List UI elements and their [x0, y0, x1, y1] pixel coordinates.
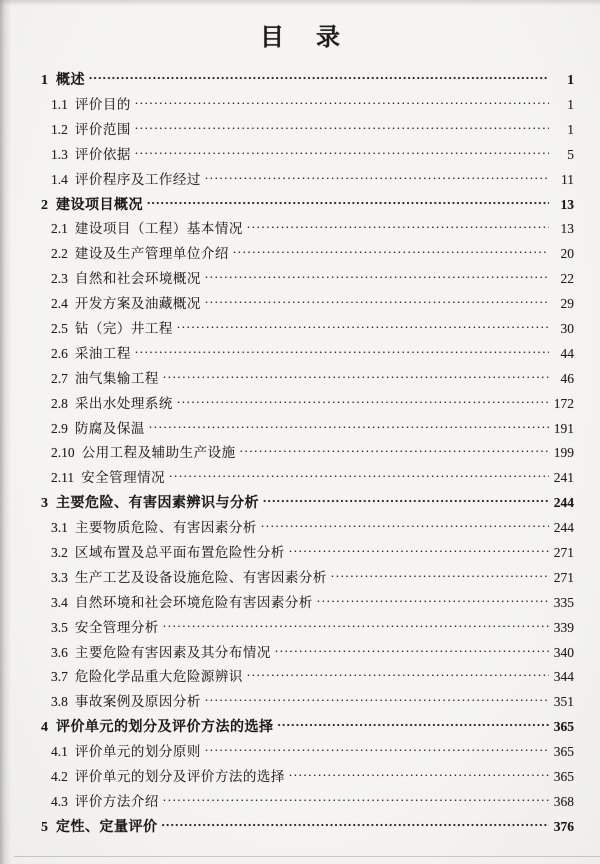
toc-entry-label: 评价程序及工作经过 — [74, 171, 201, 187]
toc-entry-page: 5 — [567, 146, 574, 162]
toc-entry-label: 采出水处理系统 — [74, 395, 173, 411]
toc-entry-number: 2.3 — [51, 271, 68, 287]
toc-entry-number: 2 — [41, 197, 48, 213]
scan-edge-line — [14, 856, 600, 857]
toc-entry-number: 3.8 — [51, 694, 68, 710]
toc-entry — [0, 541, 574, 566]
toc-entry-label: 油气集输工程 — [74, 370, 159, 386]
toc-entry-page: 172 — [553, 395, 574, 411]
toc-entry — [0, 591, 574, 616]
toc-entry-number: 3.3 — [51, 569, 68, 585]
toc-entry-number: 3.2 — [51, 545, 68, 560]
dot-leader — [162, 815, 550, 831]
toc-entry-label: 采油工程 — [74, 345, 131, 361]
toc-entry-number: 1.4 — [51, 171, 68, 187]
toc-entry-page: 1 — [567, 121, 574, 137]
toc-entry-page: 271 — [553, 545, 574, 560]
toc-entry — [0, 168, 574, 193]
toc-entry — [0, 118, 574, 143]
toc-entry — [0, 665, 574, 690]
toc-entry-number: 3.5 — [51, 619, 68, 635]
toc-entry-page: 1 — [567, 72, 574, 88]
dot-leader — [205, 690, 549, 706]
dot-leader — [177, 317, 549, 333]
toc-entry — [0, 342, 574, 367]
toc-entry-label: 评价依据 — [74, 146, 131, 162]
toc-entry — [0, 267, 574, 292]
toc-entry-label: 主要危险有害因素及其分布情况 — [74, 644, 271, 660]
toc-entry-label: 区域布置及总平面布置危险性分析 — [74, 545, 285, 560]
dot-leader — [89, 68, 549, 84]
toc-entry-number: 4.1 — [51, 744, 68, 760]
toc-entry-label: 开发方案及油藏概况 — [74, 296, 201, 312]
toc-entry — [0, 566, 574, 591]
toc-entry — [0, 242, 574, 267]
toc-entry-label: 评价单元的划分及评价方法的选择 — [56, 720, 274, 736]
dot-leader — [149, 417, 549, 433]
dot-leader — [177, 392, 549, 408]
toc-entry-page: 271 — [553, 569, 574, 585]
toc-entry-number: 2.8 — [51, 395, 68, 411]
toc-entry-label: 安全管理情况 — [81, 470, 166, 486]
toc-entry-label: 评价方法介绍 — [74, 793, 159, 809]
dot-leader — [163, 367, 549, 383]
toc-entry-page: 351 — [553, 694, 574, 710]
toc-entry-label: 主要物质危险、有害因素分析 — [74, 520, 257, 536]
toc-entry-number: 2.11 — [51, 470, 75, 486]
toc-entry-page: 365 — [553, 744, 574, 760]
toc-entry-page: 340 — [553, 644, 574, 660]
toc-entry-number: 1 — [41, 73, 48, 89]
toc-entry-label: 概述 — [56, 73, 85, 89]
dot-leader — [261, 516, 549, 532]
toc-entry-number: 4.3 — [51, 793, 68, 809]
toc-entry — [0, 317, 574, 342]
dot-leader — [289, 541, 549, 557]
dot-leader — [205, 267, 549, 283]
toc-entry — [0, 765, 574, 790]
toc-entry-number: 1.2 — [51, 121, 68, 137]
toc-entry — [0, 466, 574, 491]
toc-entry — [0, 193, 574, 218]
toc-entry-label: 评价目的 — [74, 96, 131, 112]
dot-leader — [205, 168, 549, 184]
toc-entry — [0, 367, 574, 392]
dot-leader — [135, 118, 549, 134]
dot-leader — [135, 143, 549, 159]
toc-entry — [0, 491, 574, 516]
toc-entry-number: 4 — [41, 720, 48, 736]
toc-entry — [0, 740, 574, 765]
dot-leader — [233, 242, 549, 258]
toc-entry-page: 46 — [560, 370, 574, 386]
toc-entry-number: 2.6 — [51, 345, 68, 361]
toc-entry-page: 335 — [553, 594, 574, 610]
dot-leader — [147, 193, 549, 209]
toc-entry — [0, 441, 574, 466]
page-title: 目 录 — [260, 25, 353, 51]
toc-entry — [0, 143, 574, 168]
toc-entry-label: 事故案例及原因分析 — [74, 694, 201, 710]
toc-entry — [0, 217, 574, 242]
toc-entry-label: 建设项目（工程）基本情况 — [74, 221, 243, 237]
toc-entry-label: 主要危险、有害因素辨识与分析 — [56, 496, 259, 512]
toc-entry-number: 3 — [41, 496, 48, 512]
toc-entry-page: 191 — [553, 420, 574, 436]
dot-leader — [263, 491, 549, 507]
toc-entry-label: 安全管理分析 — [74, 619, 159, 635]
toc-entry-label: 危险化学品重大危险源辨识 — [74, 669, 243, 685]
dot-leader — [135, 93, 549, 109]
dot-leader — [205, 740, 549, 756]
toc-entry-page: 199 — [553, 445, 574, 461]
toc-entry — [0, 392, 574, 417]
toc-entry-label: 钻（完）井工程 — [74, 320, 173, 336]
toc-entry-page: 376 — [553, 818, 574, 834]
toc-entry-page: 365 — [553, 769, 574, 785]
toc-entry-page: 30 — [560, 320, 574, 336]
toc-entry-number: 3.4 — [51, 594, 68, 610]
dot-leader — [278, 715, 550, 731]
toc-entry-number: 2.2 — [51, 246, 68, 262]
dot-leader — [289, 765, 549, 781]
toc-entry-page: 44 — [560, 345, 574, 361]
toc-entry-label: 自然和社会环境概况 — [74, 271, 201, 287]
dot-leader — [169, 466, 549, 482]
dot-leader — [247, 665, 549, 681]
toc-entry-label: 评价单元的划分及评价方法的选择 — [74, 769, 285, 785]
toc-entry-number: 3.6 — [51, 644, 68, 660]
toc-entry-page: 13 — [560, 221, 574, 237]
toc-entry-label: 自然环境和社会环境危险有害因素分析 — [74, 594, 313, 610]
toc-entry-label: 公用工程及辅助生产设施 — [81, 445, 236, 461]
toc-entry-page: 339 — [553, 619, 574, 635]
toc-entry-page: 244 — [553, 495, 574, 511]
toc-entry-page: 344 — [553, 669, 574, 685]
toc-entry-number: 2.7 — [51, 370, 68, 386]
toc-entry-page: 365 — [553, 719, 574, 735]
toc-entry-number: 3.1 — [51, 520, 68, 536]
dot-leader — [240, 441, 549, 457]
toc-entry-page: 29 — [560, 296, 574, 312]
dot-leader — [205, 292, 549, 308]
toc-entry-number: 3.7 — [51, 669, 68, 685]
toc-entry — [0, 815, 574, 840]
toc-entry-label: 定性、定量评价 — [56, 819, 158, 835]
toc-entry-page: 13 — [560, 196, 574, 212]
toc-entry — [0, 417, 574, 442]
toc-entry-label: 生产工艺及设备设施危险、有害因素分析 — [74, 569, 327, 585]
toc-entry-label: 建设及生产管理单位介绍 — [74, 246, 229, 262]
toc-entry-number: 2.9 — [51, 420, 68, 436]
toc-entry-page: 241 — [553, 470, 574, 486]
toc-entry-number: 5 — [41, 819, 48, 835]
toc-entry — [0, 68, 574, 93]
toc-entry-label: 建设项目概况 — [56, 197, 143, 213]
toc-entry-page: 22 — [560, 271, 574, 287]
toc-entry — [0, 641, 574, 666]
toc-entry-label: 评价范围 — [74, 121, 131, 137]
toc-entry — [0, 292, 574, 317]
toc-entry-page: 244 — [553, 520, 574, 536]
dot-leader — [163, 790, 549, 806]
toc-entry — [0, 516, 574, 541]
dot-leader — [247, 217, 549, 233]
toc-entry — [0, 690, 574, 715]
toc-entry-number: 4.2 — [51, 769, 68, 785]
dot-leader — [163, 616, 549, 632]
toc-entry-number: 2.5 — [51, 320, 68, 336]
toc-entry-number: 2.10 — [51, 445, 75, 461]
toc-entry-label: 评价单元的划分原则 — [74, 744, 201, 760]
toc-entry-page: 368 — [553, 793, 574, 809]
toc-entry — [0, 715, 574, 740]
dot-leader — [331, 566, 549, 582]
toc-entry-number: 1.1 — [51, 96, 68, 112]
toc-list — [0, 68, 600, 840]
toc-entry — [0, 616, 574, 641]
toc-entry-label: 防腐及保温 — [74, 420, 145, 436]
dot-leader — [317, 591, 549, 607]
toc-entry — [0, 93, 574, 118]
dot-leader — [135, 342, 549, 358]
toc-entry-number: 1.3 — [51, 146, 68, 162]
dot-leader — [275, 641, 549, 657]
toc-entry-number: 2.1 — [51, 221, 68, 237]
toc-entry-number: 2.4 — [51, 296, 68, 312]
toc-entry-page: 11 — [561, 171, 574, 187]
toc-entry-page: 1 — [567, 96, 574, 112]
toc-entry-page: 20 — [560, 246, 574, 262]
toc-entry — [0, 790, 574, 815]
